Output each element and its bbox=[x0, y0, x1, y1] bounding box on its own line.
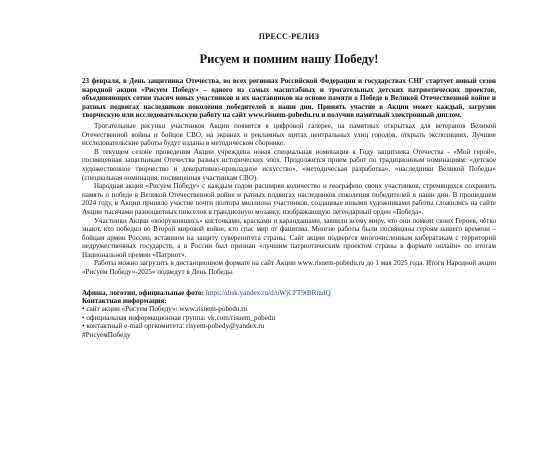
media-label: Афиша, логотип, официальные фото: bbox=[82, 288, 205, 297]
document-title: Рисуем и помним нашу Победу! bbox=[199, 52, 379, 66]
lead-paragraph: 23 февраля, в День защитника Отечества, во всех регионах Российской Федерации и государствах СНГ стартует новый сезон народной акции «Рисуем Победу» – одного из самых масштабных и трогательных детских патриотических проектов, объединяющих сотни тысяч юных участников и их наставников на основе памяти о Победе в Великой Отечественной войне и ратных подвигах наследников поколения победителей в наши дни. Принять участие в Акции может каждый, загрузив творческую или исследовательскую работу на сайт www.risuem-pobedu.ru и получив памятный электронный диплом. bbox=[82, 77, 496, 120]
footer-block bbox=[82, 289, 496, 339]
body-paragraph-3: Народная акция «Рисуем Победу» с каждым годом расширяя количество и географию своих участников, стремящихся сохранить память о победе в Великой Отечественной войне и ратных подвигах наследников поколения победителей в наши дни. В прошедшем 2024 году, в Акции приняло участие почти полтора миллиона участников, созданные юными художниками работы сложились на сайте Акции тысячами разноцветных пикселов в грандиозную мозаику, изображающую легендарный орден «Победа». bbox=[82, 182, 496, 216]
media-line bbox=[82, 289, 496, 297]
contact-vk-group: • официальная информационная группа: vk.com/risuem_pobedu bbox=[82, 313, 276, 322]
media-link[interactable]: https://disk.yandex.ru/d/uWjCFT9tBRnulQ bbox=[205, 288, 331, 297]
contacts-title: Контактная информация: bbox=[82, 297, 167, 306]
body-paragraph-2: В текущем сезоне проведения Акции учреждена новая специальная номинация к Году защитника Отечества - «Мой герой», посвященная защитникам Отечества разных исторических эпох. Продолжится прием работ по традиционным номинациям: «детское художественное творчество и декоративно-прикладное искусство», «методическая разработка», «наследники Великой Победы» (специальная номинация, посвященная участникам СВО). bbox=[82, 147, 496, 182]
contact-site: • сайт акции «Рисуем Победу»: www.risuem-pobedu.ru bbox=[82, 305, 248, 314]
contact-email: • контактный e-mail оргкомитета: risyem-pobedy@yandex.ru bbox=[82, 322, 265, 331]
hashtag: #РисуемПобеду bbox=[82, 330, 131, 339]
body-paragraph-1: Трогательные рисунки участников Акции появятся в цифровой галерее, на памятных открытках для ветеранов Великой Отечественной войны и бойцов СВО, на экранах и рекламных щитах центральных улиц городов, открыть экспозициях. Лучшие исследовательские работы будут изданы в методическом сборнике. bbox=[82, 121, 496, 148]
document-kicker: ПРЕСС-РЕЛИЗ bbox=[258, 32, 320, 41]
body-paragraph-5: Работы можно загрузить в дистанционном формате на сайт Акции www.risuem-pobedu.ru до 1 мая 2025 года. Итоги Народной акции «Рисуем Победу»-2025» подведут в День Победы. bbox=[82, 259, 496, 277]
body-paragraph-4: Участники Акции «вооружившись» кисточками, красками и карандашами, заявили всему миру, что они помнят своих Героев, чётко знают, кто победил во Второй мировой войне, кто спас мир от фашизма. Многие работы были посвящены героям нашего времени – бойцам армии России, вставшим на защиту суверенитета страны. Сайт акции подвергся многочисленным кибератакам с территорий недружественных государств, а в России был признан «лучшим патриотическим проектом страны в формате онлайн» по итогам Национальной премии «Патриот». bbox=[82, 216, 496, 259]
